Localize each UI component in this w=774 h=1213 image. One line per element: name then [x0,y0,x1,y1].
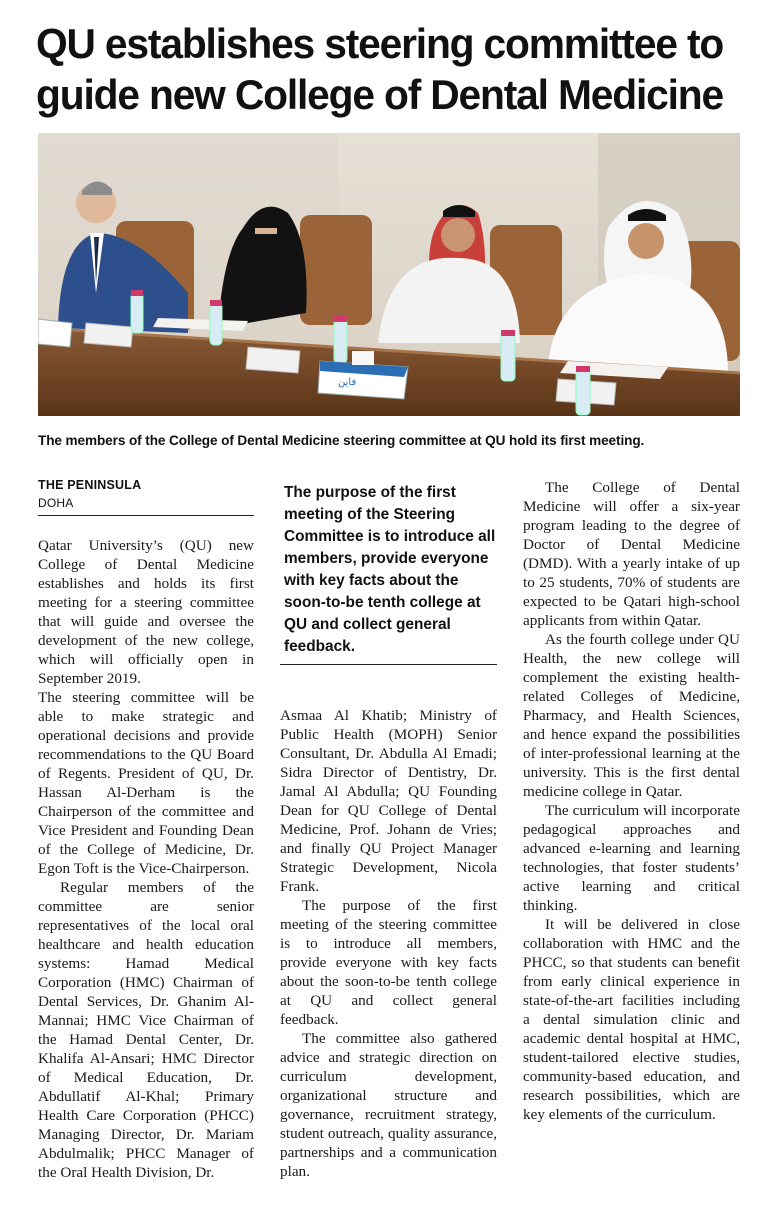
dateline: DOHA [38,496,74,510]
pull-quote-divider [280,664,497,665]
article-column-2 [280,706,497,1181]
byline [38,478,254,516]
meeting-photo [38,133,740,416]
paragraph: The purpose of the first meeting of the steering committee is to introduce all members, provide everyone with key facts about the soon-to-be tenth college at QU and collect general feedback. [280,897,497,1028]
paragraph: Regular members of the committee are senior representatives of the local oral healthcare and health education systems: Hamad Medical Corporation (HMC) Chairman of Dental Services, Dr. Ghanim Al-Mannai; HMC Vice Chairman of the Hamad Dental Center, Dr. Khalifa Al-Ansari; HMC Director of Medical Education, Dr. Abdullatif Al-Khal; Primary Health Care Corporation (PHCC) Managing Director, Dr. Mariam Abdulmalik; PHCC Manager of the Oral Health Division, Dr. [38,879,254,1181]
paragraph: As the fourth college under QU Health, the new college will complement the existing health-related Colleges of Medicine, Pharmacy, and Health Sciences, and hence expand the possibilities of inter-professional learning at the university. This is the first dental medicine college in Qatar. [523,631,740,800]
source-label: THE PENINSULA [38,478,142,492]
paragraph: The committee also gathered advice and strategic direction on curriculum development, organizational structure and governance, recruitment strategy, student outreach, quality assurance, partnerships and a communication plan. [280,1030,497,1180]
article-column-3 [523,478,740,1124]
paragraph: The College of Dental Medicine will offer a six-year program leading to the degree of Doctor of Dental Medicine (DMD). With a yearly intake of up to 25 students, 70% of students are expected to be Qatari high-school applicants from within Qatar. [523,479,740,629]
paragraph: The curriculum will incorporate pedagogical approaches and advanced e-learning and learning technologies, that foster students’ active learning and critical thinking. [523,802,740,914]
photo-caption: The members of the College of Dental Medicine steering committee at QU hold its first meeting. [38,433,645,448]
pull-quote-text: The purpose of the first meeting of the Steering Committee is to introduce all members, provide everyone with key facts about the soon-to-be tenth college at QU and collect general feedback. [284,484,496,655]
article-headline: QU establishes steering committee to guide new College of Dental Medicine [36,20,724,118]
paragraph: The steering committee will be able to make strategic and operational decisions and provide recommendations to the QU Board of Regents. President of QU, Dr. Hassan Al-Derham is the Chairperson of the committee and Vice President and Founding Dean of the College of Medicine, Dr. Egon Toft is the Vice-Chairperson. [38,689,254,877]
byline-divider [38,515,254,516]
article-column-1 [38,536,254,1182]
tissue-box-label: فاين [338,377,357,388]
paragraph: Qatar University’s (QU) new College of Dental Medicine establishes and holds its first meeting for a steering committee that will guide and oversee the development of the new college, which will officially open in September 2019. [38,537,254,687]
paragraph: Asmaa Al Khatib; Ministry of Public Health (MOPH) Senior Consultant, Dr. Abdulla Al Emadi; Sidra Director of Dentistry, Dr. Jamal Al Abdulla; QU Founding Dean for QU College of Dental Medicine, Prof. Johann de Vries; and finally QU Project Manager Strategic Development, Nicola Frank. [280,707,497,895]
paragraph: It will be delivered in close collaboration with HMC and the PHCC, so that students can benefit from early clinical experience in state-of-the-art facilities including a dental simulation clinic and academic dental hospital at HMC, student-tailored elective studies, community-based education, and research possibilities, which are key elements of the curriculum. [523,916,740,1123]
pull-quote [280,480,497,665]
